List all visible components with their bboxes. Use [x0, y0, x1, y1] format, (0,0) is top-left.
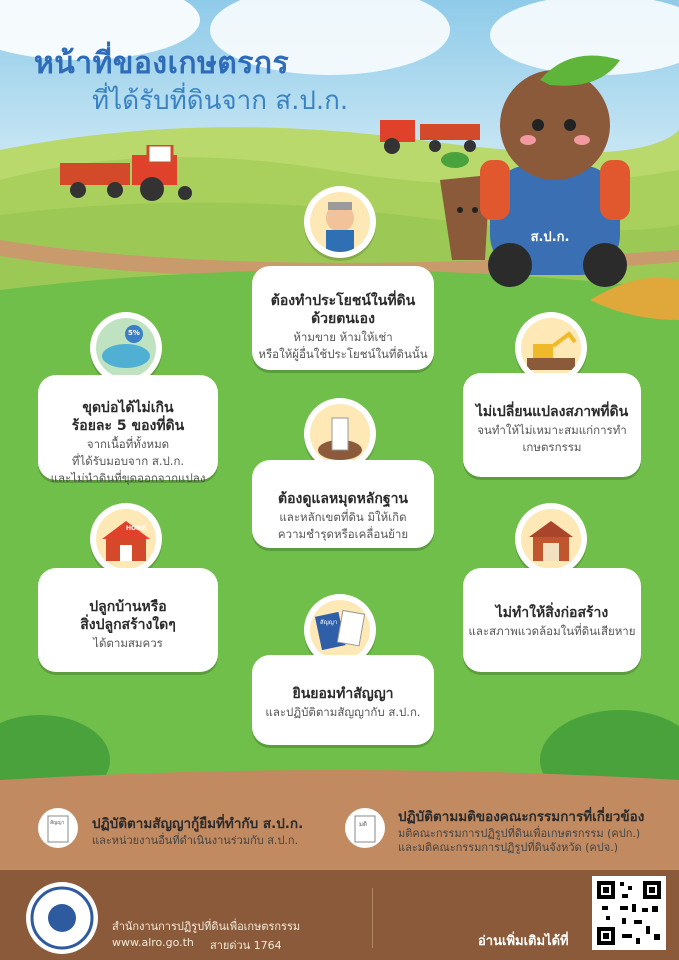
- mascot-shirt-label: ส.ป.ก.: [530, 230, 570, 245]
- duty-description: และสภาพแวดล้อมในที่ดินเสียหาย: [468, 624, 636, 638]
- bottom-item-loan: [92, 812, 303, 848]
- duty-description: จนทำให้ไม่เหมาะสมแก่การทำ: [477, 423, 627, 437]
- footer-website[interactable]: www.alro.go.th: [112, 936, 194, 949]
- duty-card-no-land-alteration: [463, 373, 641, 477]
- bottom-description: มติคณะกรรมการปฏิรูปที่ดินเพื่อเกษตรกรรม (คปก.): [398, 827, 641, 840]
- house-badge: [90, 503, 162, 575]
- alro-logo: [24, 880, 100, 956]
- duty-heading: ต้องทำประโยชน์ในที่ดิน: [270, 293, 416, 309]
- house-sign-label: HOME: [126, 525, 147, 532]
- pond-icon: [96, 318, 156, 378]
- footer-org-name: สำนักงานการปฏิรูปที่ดินเพื่อเกษตรกรรม: [112, 920, 301, 933]
- footer-hotline: สายด่วน 1764: [210, 939, 282, 952]
- duty-card-use-land-yourself: [252, 266, 434, 370]
- barn-badge: [515, 503, 587, 575]
- qr-code[interactable]: [592, 876, 666, 950]
- duty-description: ห้ามขาย ห้ามให้เช่า: [293, 330, 393, 344]
- duty-heading: ร้อยละ 5 ของที่ดิน: [71, 418, 185, 434]
- duty-description: ที่ได้รับมอบจาก ส.ป.ก.: [71, 454, 185, 468]
- poster-title: หน้าที่ของเกษตรกร: [34, 46, 290, 81]
- duty-heading: ปลูกบ้านหรือ: [89, 599, 167, 615]
- duty-heading: ไม่เปลี่ยนแปลงสภาพที่ดิน: [475, 404, 629, 420]
- resolution-icon-label: มติ: [359, 821, 367, 828]
- farmer-badge: [304, 186, 376, 258]
- mascot-illustration: [430, 40, 670, 290]
- barn-icon: [521, 509, 581, 569]
- duty-description: หรือให้ผู้อื่นใช้ประโยชน์ในที่ดินนั้น: [258, 347, 428, 361]
- duty-card-no-damage: [463, 568, 641, 672]
- contract-icon: [310, 600, 370, 660]
- duty-heading: ยินยอมทำสัญญา: [292, 686, 394, 702]
- duty-heading: ด้วยตนเอง: [311, 311, 375, 327]
- bottom-description: และมติคณะกรรมการปฏิรูปที่ดินจังหวัด (คปจ.): [398, 841, 618, 854]
- duty-description: ความชำรุดหรือเคลื่อนย้าย: [277, 527, 409, 541]
- bottom-description: และหน่วยงานอื่นที่ดำเนินงานร่วมกับ ส.ป.ก.: [92, 834, 299, 847]
- duty-card-pond-limit: [38, 375, 218, 485]
- duty-heading: ขุดบ่อได้ไม่เกิน: [82, 400, 174, 416]
- bottom-item-committee: [398, 805, 644, 855]
- duty-card-boundary-markers: [252, 460, 434, 548]
- committee-resolution-icon: [345, 808, 385, 848]
- tractor-left-illustration: [60, 145, 210, 205]
- duty-description: และหลักเขตที่ดิน มิให้เกิด: [279, 510, 407, 524]
- excavator-icon: [521, 318, 581, 378]
- pond-percent-label: 5%: [128, 329, 140, 337]
- duty-description: และปฏิบัติตามสัญญากับ ส.ป.ก.: [265, 705, 421, 719]
- duty-description: เกษตรกรรม: [522, 440, 582, 454]
- survey-marker-icon: [310, 404, 370, 464]
- duty-card-build-house: [38, 568, 218, 672]
- footer-divider: [372, 888, 373, 948]
- loan-contract-icon-label: สัญญา: [50, 820, 65, 826]
- duty-heading: สิ่งปลูกสร้างใดๆ: [80, 617, 176, 633]
- farmer-icon: [310, 192, 370, 252]
- duty-card-accept-contract: [252, 655, 434, 745]
- bottom-heading: ปฏิบัติตามสัญญากู้ยืมที่ทำกับ ส.ป.ก.: [92, 816, 304, 832]
- duty-description: และไม่นำดินที่ขุดออกจากแปลง: [50, 471, 206, 485]
- duty-description: ได้ตามสมควร: [93, 636, 163, 650]
- footer-read-more: อ่านเพิ่มเติมได้ที่: [478, 934, 569, 949]
- duty-heading: ไม่ทำให้สิ่งก่อสร้าง: [495, 605, 609, 621]
- pond-badge: [90, 312, 162, 384]
- duty-description: จากเนื้อที่ทั้งหมด: [86, 437, 170, 451]
- loan-contract-icon: [38, 808, 78, 848]
- contract-label: สัญญา: [320, 619, 338, 626]
- duty-heading: ต้องดูแลหมุดหลักฐาน: [277, 491, 409, 507]
- poster-subtitle: ที่ได้รับที่ดินจาก ส.ป.ก.: [92, 86, 349, 116]
- bottom-heading: ปฏิบัติตามมติของคณะกรรมการที่เกี่ยวข้อง: [398, 809, 645, 825]
- house-icon: [96, 509, 156, 569]
